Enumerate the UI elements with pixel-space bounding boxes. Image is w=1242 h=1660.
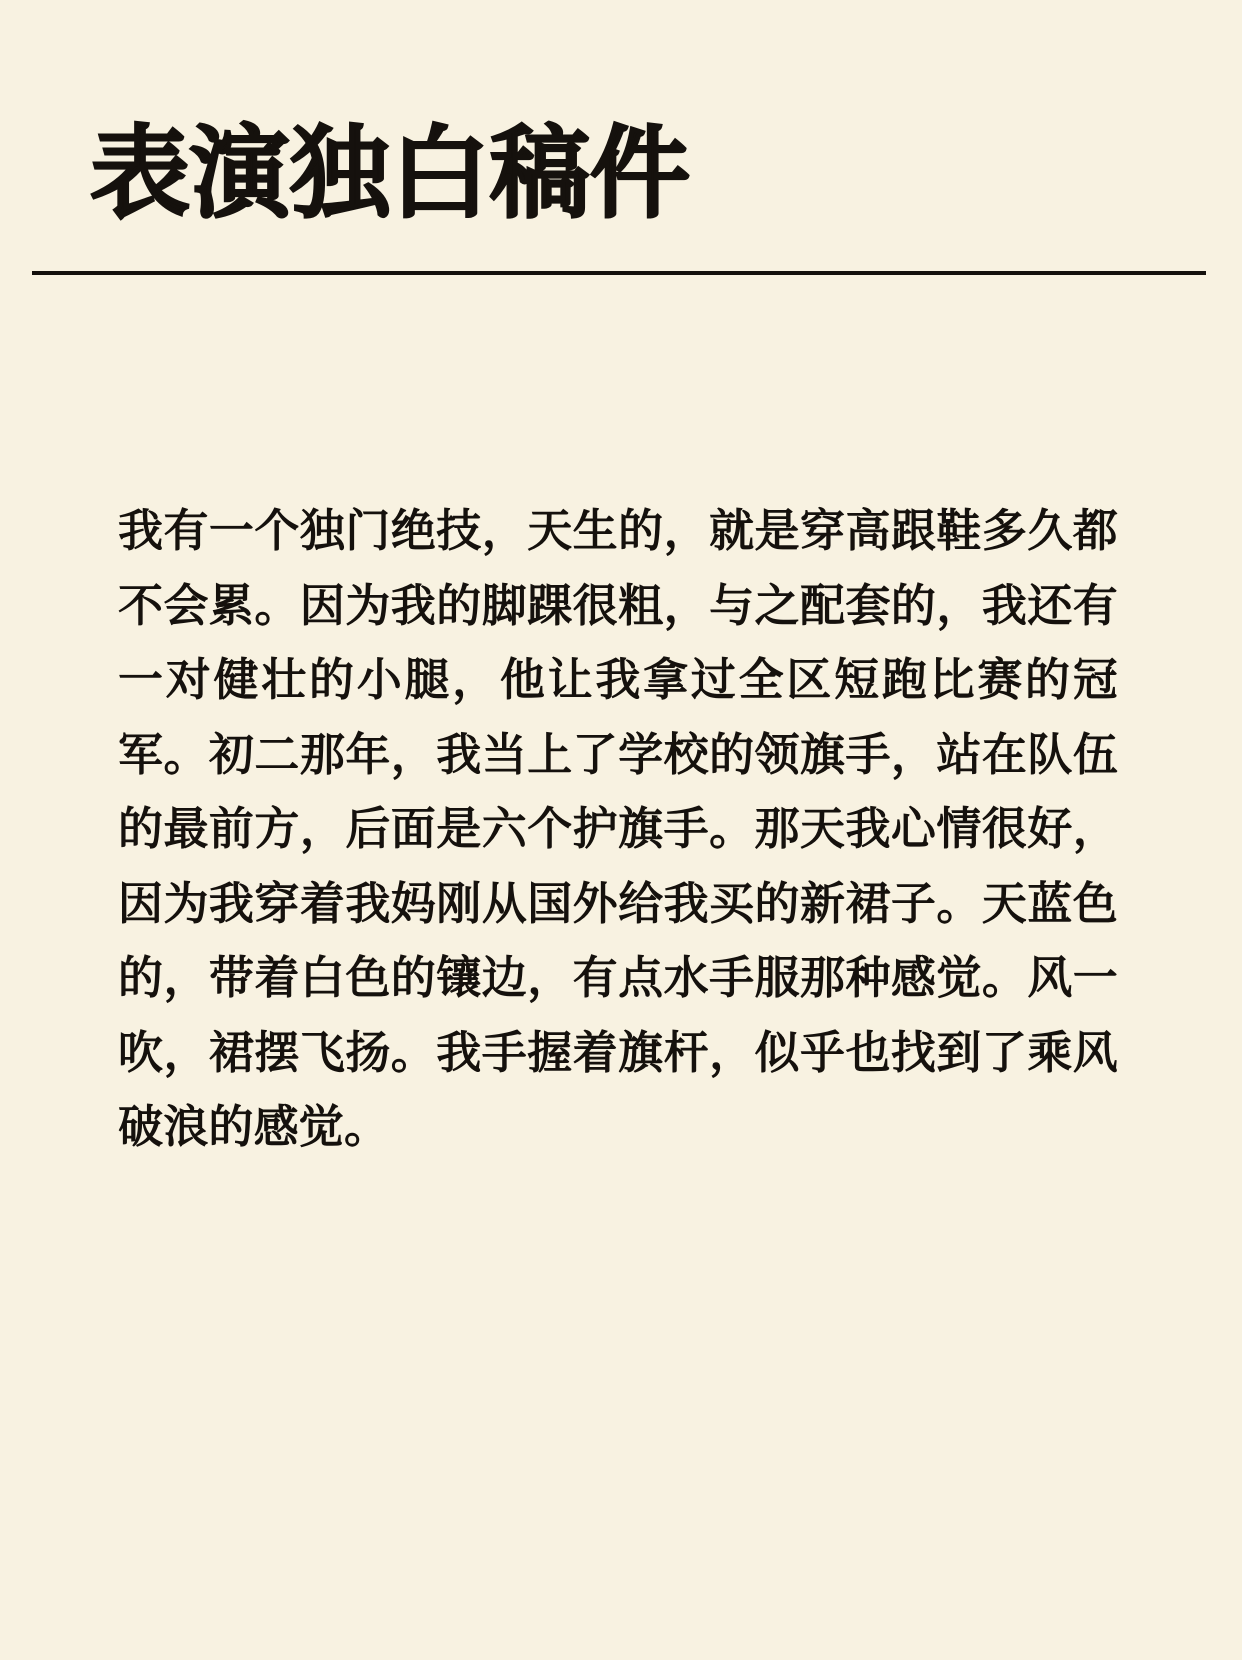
monologue-paragraph: 我有一个独门绝技，天生的，就是穿高跟鞋多久都不会累。因为我的脚踝很粗，与之配套的，我还有一对健壮的小腿，他让我拿过全区短跑比赛的冠军。初二那年，我当上了学校的领旗手，站在队伍的最前方，后面是六个护旗手。那天我心情很好，因为我穿着我妈刚从国外给我买的新裙子。天蓝色的，带着白色的镶边，有点水手服那种感觉。风一吹，裙摆飞扬。我手握着旗杆，似乎也找到了乘风破浪的感觉。 <box>118 506 1118 1152</box>
title-divider <box>32 271 1206 275</box>
page-title: 表演独白稿件 <box>90 115 690 232</box>
